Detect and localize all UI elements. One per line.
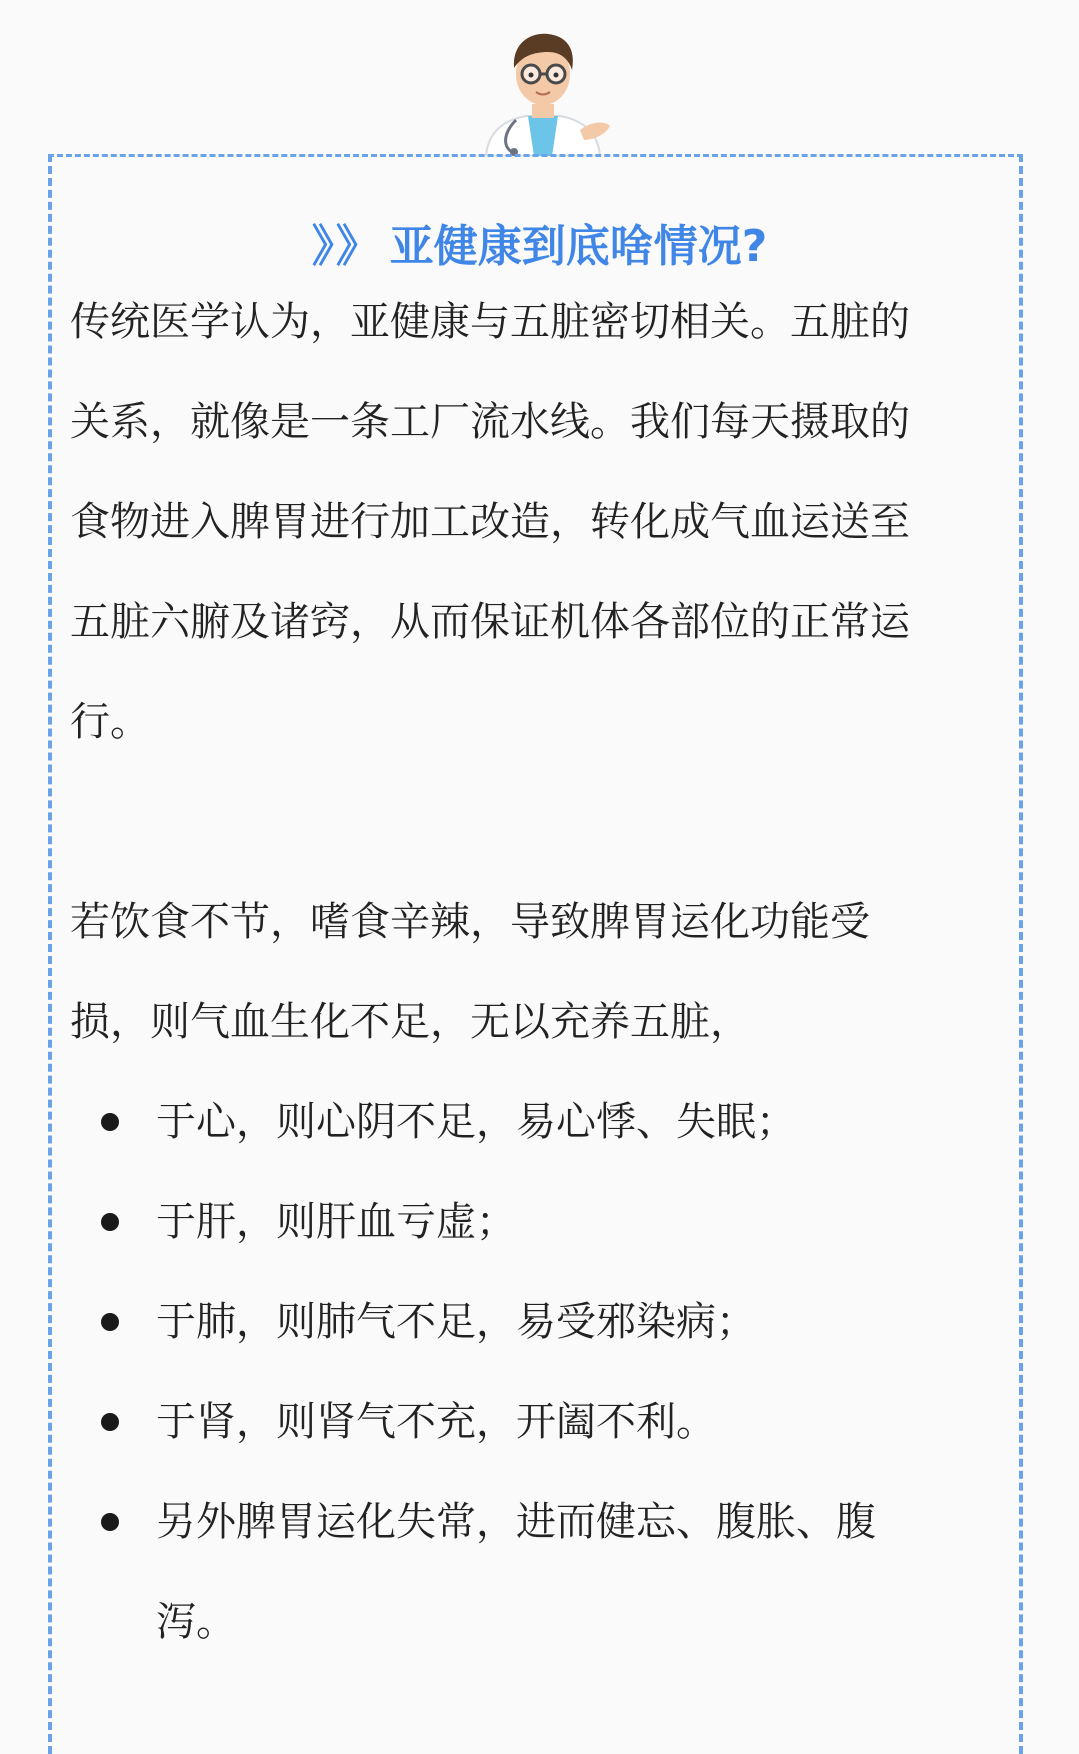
- list-item-line: 于心，则心阴不足，易心悸、失眠；: [156, 1099, 796, 1145]
- title-marks: 》》: [311, 221, 382, 273]
- bullet-dot-icon: [101, 1413, 119, 1431]
- title-text: 亚健康到底啥情况?: [389, 221, 768, 273]
- paragraph-line: 关系，就像是一条工厂流水线。我们每天摄取的: [70, 399, 910, 445]
- list-item-text: [156, 1472, 986, 1672]
- list-item-text: [156, 1272, 986, 1372]
- bullet-dot-icon: [101, 1313, 119, 1331]
- bullet-dot-icon: [101, 1113, 119, 1131]
- paragraph-line: 损，则气血生化不足，无以充养五脏，: [70, 999, 750, 1045]
- list-item-text: [156, 1172, 986, 1272]
- list-item-text: [156, 1072, 986, 1172]
- organ-effects-list: [0, 1072, 1079, 1672]
- list-item: [0, 1072, 1079, 1172]
- paragraph-line: 五脏六腑及诸窍，从而保证机体各部位的正常运: [70, 599, 910, 645]
- intro-paragraph: [70, 272, 1010, 772]
- diet-paragraph: [70, 872, 1010, 1072]
- paragraph-line: 若饮食不节，嗜食辛辣，导致脾胃运化功能受: [70, 899, 870, 945]
- list-item: [0, 1172, 1079, 1272]
- paragraph-line: 食物进入脾胃进行加工改造，转化成气血运送至: [70, 499, 910, 545]
- list-item-line: 于肾，则肾气不充，开阖不利。: [156, 1399, 716, 1445]
- list-item-line: 于肺，则肺气不足，易受邪染病；: [156, 1299, 756, 1345]
- list-item-line: 于肝，则肝血亏虚；: [156, 1199, 516, 1245]
- list-item: [0, 1372, 1079, 1472]
- list-item-line: 另外脾胃运化失常，进而健忘、腹胀、腹: [156, 1499, 876, 1545]
- paragraph-line: 传统医学认为，亚健康与五脏密切相关。五脏的: [70, 299, 910, 345]
- bullet-dot-icon: [101, 1513, 119, 1531]
- doctor-icon: [468, 28, 618, 156]
- paragraph-line: 行。: [70, 699, 150, 745]
- list-item-text: [156, 1372, 986, 1472]
- list-item: [0, 1472, 1079, 1672]
- list-item-line: 泻。: [156, 1599, 236, 1645]
- list-item: [0, 1272, 1079, 1372]
- section-title: [0, 217, 1079, 277]
- bullet-dot-icon: [101, 1213, 119, 1231]
